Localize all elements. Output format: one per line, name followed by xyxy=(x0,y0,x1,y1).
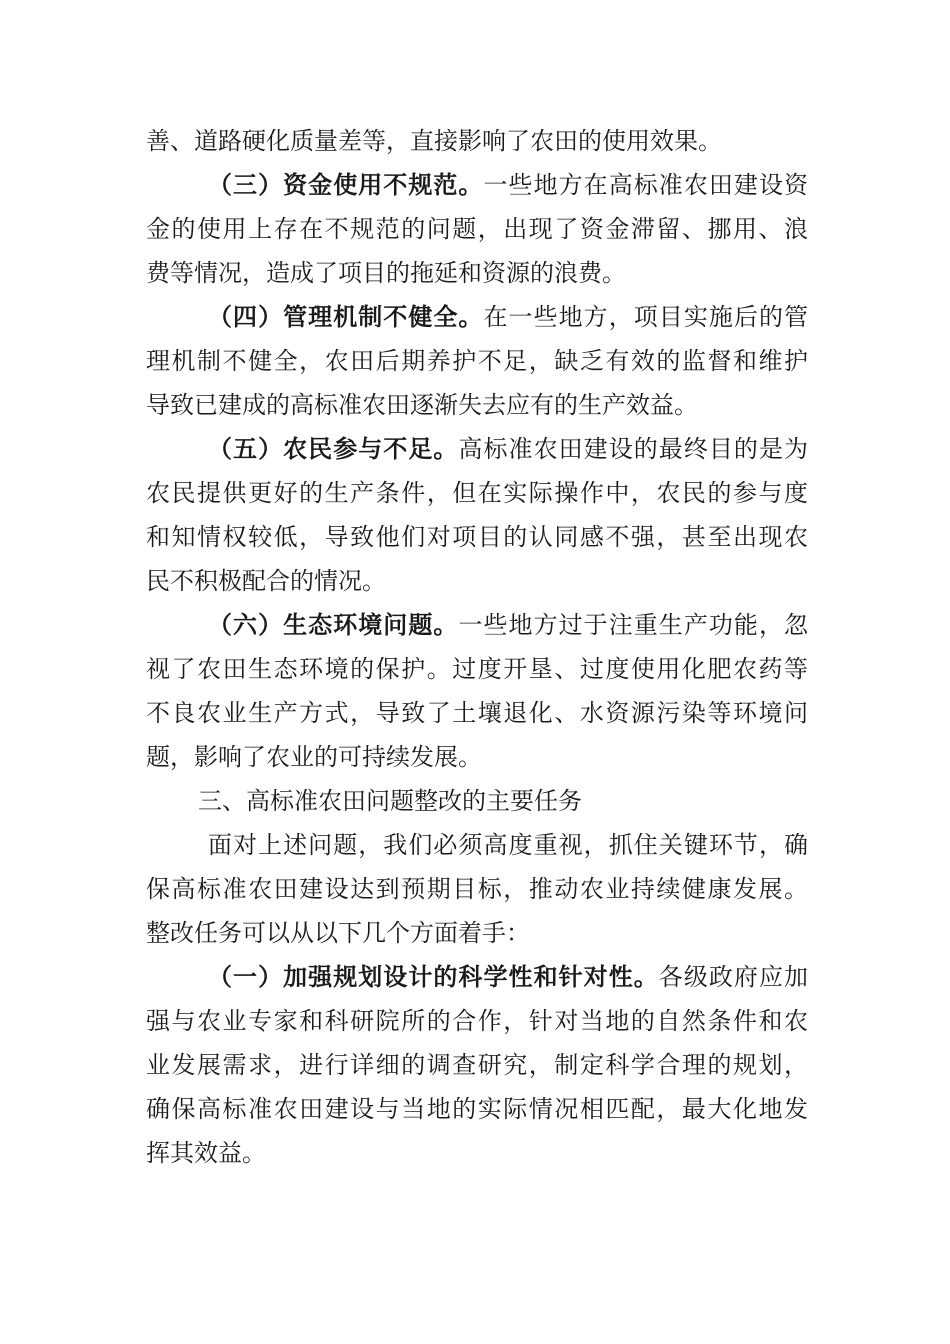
paragraph-text: 各级政府应加 xyxy=(658,963,808,991)
paragraph-text: 一些地方在高标准农田建设资 xyxy=(483,171,808,199)
paragraph-lead-in: （三）资金使用不规范。 xyxy=(208,170,484,199)
paragraph-line: 和知情权较低，导致他们对项目的认同感不强，甚至出现农 xyxy=(146,523,808,551)
paragraph-line: 面对上述问题，我们必须高度重视，抓住关键环节，确 xyxy=(208,831,808,859)
paragraph-line xyxy=(146,955,808,999)
paragraph-text: 高标准农田建设的最终目的是为 xyxy=(458,435,808,463)
paragraph-line: 保高标准农田建设达到预期目标，推动农业持续健康发展。 xyxy=(146,875,808,903)
paragraph-lead-in: （五）农民参与不足。 xyxy=(208,434,459,463)
paragraph-text: 在一些地方，项目实施后的管 xyxy=(483,303,808,331)
paragraph-line: 视了农田生态环境的保护。过度开垦、过度使用化肥农药等 xyxy=(146,655,808,683)
paragraph-line: 导致已建成的高标准农田逐渐失去应有的生产效益。 xyxy=(146,391,698,419)
paragraph-line: 民不积极配合的情况。 xyxy=(146,567,386,595)
paragraph-line xyxy=(146,603,808,647)
paragraph-lead-in: （六）生态环境问题。 xyxy=(208,610,459,639)
paragraph-line: 题，影响了农业的可持续发展。 xyxy=(146,743,482,771)
paragraph-line: 整改任务可以从以下几个方面着手： xyxy=(146,919,530,947)
paragraph-line: 业发展需求，进行详细的调查研究，制定科学合理的规划， xyxy=(146,1051,808,1079)
paragraph-lead-in: （四）管理机制不健全。 xyxy=(208,302,484,331)
paragraph-line: 强与农业专家和科研院所的合作，针对当地的自然条件和农 xyxy=(146,1007,808,1035)
paragraph-line xyxy=(146,163,808,207)
document-body xyxy=(146,119,808,1175)
paragraph-text: 一些地方过于注重生产功能，忽 xyxy=(458,611,808,639)
paragraph-line: 善、道路硬化质量差等，直接影响了农田的使用效果。 xyxy=(146,127,722,155)
paragraph-lead-in: （一）加强规划设计的科学性和针对性。 xyxy=(208,962,659,991)
paragraph-line: 确保高标准农田建设与当地的实际情况相匹配，最大化地发 xyxy=(146,1095,808,1123)
paragraph-line: 挥其效益。 xyxy=(146,1139,266,1167)
paragraph-line: 金的使用上存在不规范的问题，出现了资金滞留、挪用、浪 xyxy=(146,215,808,243)
paragraph-line: 费等情况，造成了项目的拖延和资源的浪费。 xyxy=(146,259,626,287)
paragraph-line: 不良农业生产方式，导致了土壤退化、水资源污染等环境问 xyxy=(146,699,808,727)
paragraph-line xyxy=(146,295,808,339)
paragraph-line: 理机制不健全，农田后期养护不足，缺乏有效的监督和维护 xyxy=(146,347,808,375)
paragraph-line xyxy=(146,427,808,471)
paragraph-line: 农民提供更好的生产条件，但在实际操作中，农民的参与度 xyxy=(146,479,808,507)
section-heading: 三、高标准农田问题整改的主要任务 xyxy=(198,787,582,815)
